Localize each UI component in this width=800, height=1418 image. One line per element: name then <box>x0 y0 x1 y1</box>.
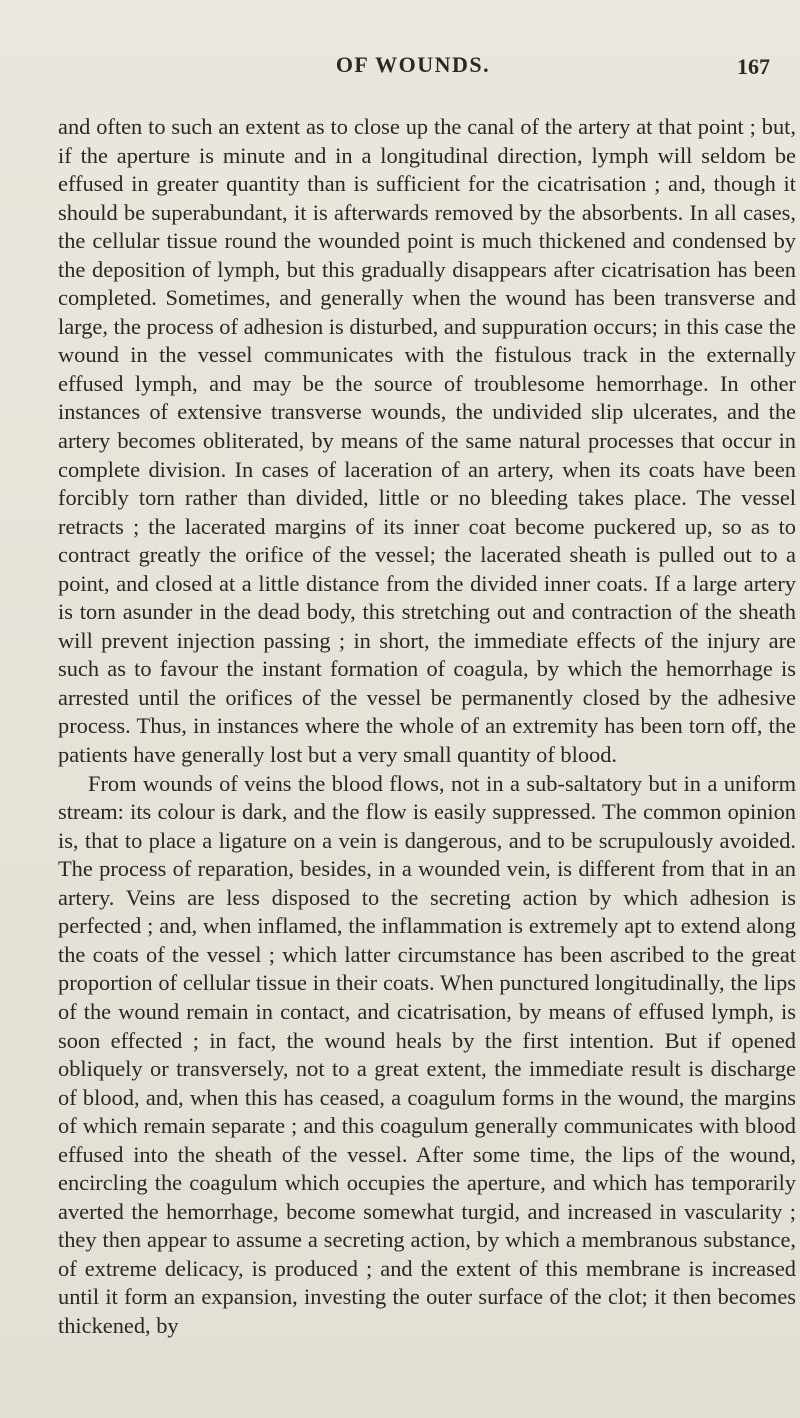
paragraph-continued: and often to such an extent as to close up the canal of the artery at that point ; but, if the aperture is minute and in a longitudinal direction, lymph will seldom be effused in greater quantity than is sufficient for the cicatrisation ; and, though it should be superabundant, it is afterwards removed by the absorbents. In all cases, the cellular tissue round the wounded point is much thickened and condensed by the deposition of lymph, but this gradually disappears after cicatrisation has been completed. Sometimes, and generally when the wound has been transverse and large, the process of adhesion is disturbed, and suppuration occurs; in this case the wound in the vessel communicates with the fistulous track in the externally effused lymph, and may be the source of troublesome hemorrhage. In other instances of extensive transverse wounds, the undivided slip ulcerates, and the artery becomes obliterated, by means of the same natural processes that occur in complete division. In cases of laceration of an artery, when its coats have been forcibly torn rather than divided, little or no bleeding takes place. The vessel retracts ; the lacerated margins of its inner coat become puckered up, so as to contract greatly the orifice of the vessel; the lacerated sheath is pulled out to a point, and closed at a little distance from the divided inner coats. If a large artery is torn asunder in the dead body, this stretching out and contraction of the sheath will prevent injection passing ; in short, the immediate effects of the injury are such as to favour the instant formation of coagula, by which the hemorrhage is arrested until the orifices of the vessel be permanently closed by the adhesive process. Thus, in instances where the whole of an extremity has been torn off, the patients have generally lost but a very small quantity of blood. <box>58 114 796 768</box>
page-number: 167 <box>737 54 770 79</box>
running-title: OF WOUNDS. <box>335 52 491 77</box>
paragraph-veins: From wounds of veins the blood flows, not in a sub-saltatory but in a uniform stream: its colour is dark, and the flow is easily suppressed. The common opinion is, that to place a ligature on a vein is dangerous, and to be scrupulously avoided. The process of reparation, besides, in a wounded vein, is different from that in an artery. Veins are less disposed to the secreting action by which adhesion is perfected ; and, when inflamed, the inflammation is extremely apt to extend along the coats of the vessel ; which latter circumstance has been ascribed to the great proportion of cellular tissue in their coats. When punctured longitudinally, the lips of the wound remain in contact, and cicatrisation, by means of effused lymph, is soon effected ; in fact, the wound heals by the first intention. But if opened obliquely or transversely, not to a great extent, the immediate result is discharge of blood, and, when this has ceased, a coagulum forms in the wound, the margins of which remain separate ; and this coagulum generally communicates with blood effused into the sheath of the vessel. After some time, the lips of the wound, encircling the coagulum which occupies the aperture, and which has temporarily averted the hemorrhage, become somewhat turgid, and increased in vascularity ; they then appear to assume a secreting action, by which a membranous substance, of extreme delicacy, is produced ; and the extent of this membrane is increased until it form an expansion, investing the outer surface of the clot; it then becomes thickened, by <box>58 770 796 1338</box>
running-header <box>56 52 770 82</box>
body-text <box>58 113 796 1341</box>
